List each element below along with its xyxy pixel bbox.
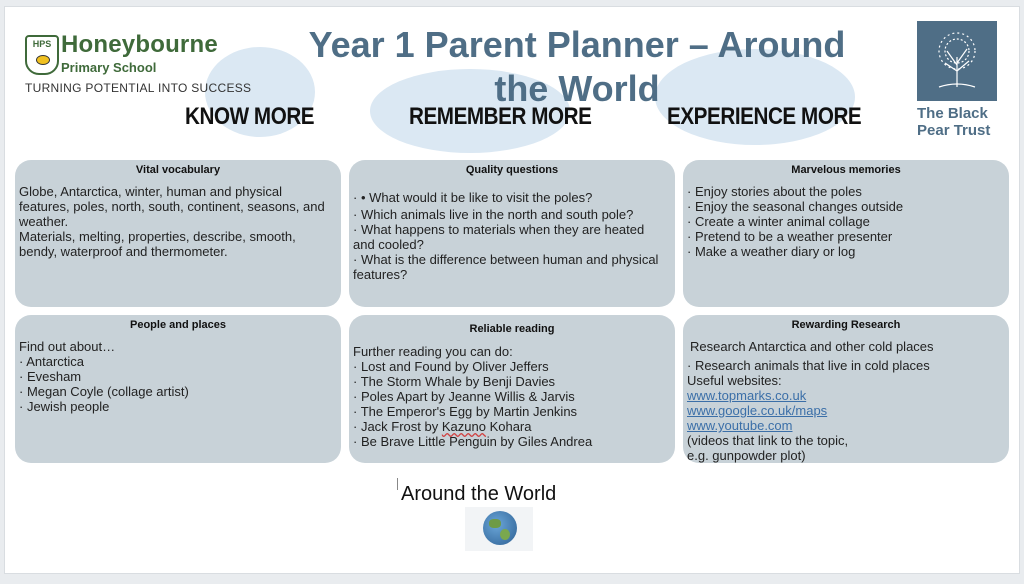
author-spellcheck: Kazuno <box>441 419 486 434</box>
school-subtitle: Primary School <box>61 60 157 75</box>
bee-icon <box>36 55 50 65</box>
trust-name-line-1: The Black <box>917 105 988 122</box>
card-heading: Vital vocabulary <box>135 164 221 176</box>
card-body <box>687 339 1003 463</box>
list-item: · Antarctica <box>19 354 85 369</box>
crest-initials: HPS <box>32 39 52 49</box>
globe-image <box>465 507 533 551</box>
book-prefix: · Jack Frost by <box>353 419 442 434</box>
page-title <box>267 23 887 111</box>
vocabulary-card <box>15 160 341 307</box>
link-topmarks[interactable]: www.topmarks.co.uk <box>687 388 807 403</box>
school-logo <box>23 31 253 103</box>
list-item: · Enjoy stories about the poles <box>687 184 862 199</box>
globe-icon <box>483 511 517 545</box>
experience-more-heading: EXPERIENCE MORE <box>667 103 862 130</box>
list-item: · Be Brave Little Penguin by Giles Andrea <box>353 434 593 449</box>
list-item: · The Storm Whale by Benji Davies <box>353 374 556 389</box>
list-item: · What happens to materials when they are heated and cooled? <box>353 222 645 252</box>
list-item: · Make a weather diary or log <box>687 244 856 259</box>
title-line-1: Year 1 Parent Planner – Around <box>308 24 846 65</box>
list-item <box>353 419 669 434</box>
card-heading: Marvelous memories <box>791 164 901 176</box>
list-item: · Enjoy the seasonal changes outside <box>687 199 904 214</box>
list-item: · Research animals that live in cold places <box>687 358 930 373</box>
card-body <box>687 184 1003 259</box>
card-heading: Quality questions <box>465 164 559 176</box>
list-item: · Megan Coyle (collage artist) <box>19 384 189 399</box>
trust-name <box>917 105 1007 139</box>
list-item: · • What would it be like to visit the poles? <box>353 190 593 205</box>
author-surname: Kohara <box>485 419 532 434</box>
remember-more-heading: REMEMBER MORE <box>409 103 592 130</box>
questions-card <box>349 160 675 307</box>
tree-icon <box>917 21 997 101</box>
card-heading: People and places <box>130 319 226 331</box>
card-heading: Rewarding Research <box>791 319 901 331</box>
link-youtube[interactable]: www.youtube.com <box>687 418 793 433</box>
card-body <box>353 344 669 449</box>
card-body <box>353 190 669 282</box>
research-card <box>683 315 1009 463</box>
reading-card <box>349 315 675 463</box>
card-body <box>19 184 335 259</box>
card-intro: Further reading you can do: <box>353 344 513 359</box>
slide <box>4 6 1020 574</box>
know-more-heading: KNOW MORE <box>185 103 315 130</box>
trust-name-line-2: Pear Trust <box>917 122 991 139</box>
list-item: · What is the difference between human and physical features? <box>353 252 659 282</box>
card-heading: Reliable reading <box>469 323 555 335</box>
vocab-paragraph: Globe, Antarctica, winter, human and physical features, poles, north, south, continent, seasons, and weather. <box>19 184 325 229</box>
useful-label: Useful websites: <box>687 373 782 388</box>
text-cursor <box>397 478 398 490</box>
people-places-card <box>15 315 341 463</box>
list-item: · The Emperor's Egg by Martin Jenkins <box>353 404 578 419</box>
research-note: e.g. gunpowder plot) <box>687 448 806 463</box>
list-item: · Which animals live in the north and south pole? <box>353 207 634 222</box>
link-google-maps[interactable]: www.google.co.uk/maps <box>687 403 828 418</box>
memories-card <box>683 160 1009 307</box>
list-item: · Create a winter animal collage <box>687 214 870 229</box>
trust-logo <box>917 21 1001 141</box>
vocab-paragraph: Materials, melting, properties, describe, smooth, bendy, waterproof and thermometer. <box>19 229 296 259</box>
list-item: · Poles Apart by Jeanne Willis & Jarvis <box>353 389 575 404</box>
list-item: · Jewish people <box>19 399 110 414</box>
list-item: · Lost and Found by Oliver Jeffers <box>353 359 549 374</box>
research-note: (videos that link to the topic, <box>687 433 849 448</box>
list-item: · Pretend to be a weather presenter <box>687 229 893 244</box>
school-motto: TURNING POTENTIAL INTO SUCCESS <box>25 81 252 95</box>
card-body <box>19 339 335 414</box>
research-line: Research Antarctica and other cold places <box>690 339 934 354</box>
card-intro: Find out about… <box>19 339 116 354</box>
school-crest-icon <box>25 35 59 75</box>
school-name: Honeybourne <box>61 31 218 58</box>
title-line-2: the World <box>494 68 660 109</box>
footer-title: Around the World <box>401 483 557 505</box>
list-item: · Evesham <box>19 369 82 384</box>
